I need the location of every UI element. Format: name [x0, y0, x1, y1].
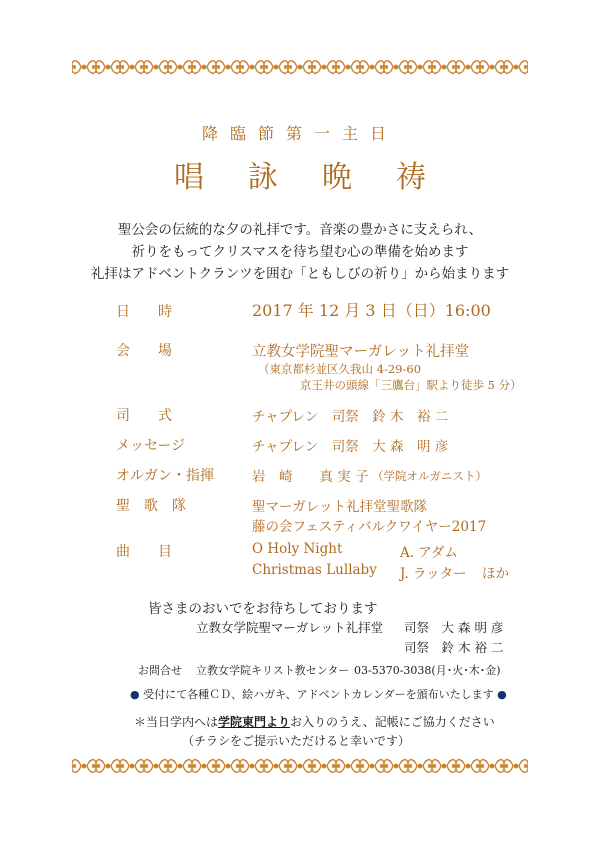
reception-notice: 受付にて各種ＣＤ、絵ハガキ、アドベントカレンダーを頒布いたします: [143, 688, 494, 701]
message-label: メッセージ: [116, 438, 186, 454]
ornament-motif: [168, 61, 192, 74]
ornament-motif: [336, 760, 360, 773]
ornament-motif: [480, 61, 504, 74]
ornament-motif: [216, 760, 240, 773]
ornament-motif: [408, 760, 432, 773]
ornament-motif: [192, 61, 216, 74]
organ-label: オルガン・指揮: [116, 468, 214, 484]
closing-priest-1: 司祭 大 森 明 彦: [404, 620, 504, 635]
song-composer: A. アダム: [400, 545, 458, 561]
service-title: 唱詠晩祷: [174, 160, 470, 195]
gate-notice-prefix: ＊当日学内へは: [134, 715, 219, 729]
ornament-motif: [96, 61, 120, 74]
venue-address: （東京都杉並区久我山 4-29-60: [258, 362, 422, 376]
ornament-motif: [72, 61, 96, 74]
ornament-motif: [120, 61, 144, 74]
ornament-motif: [408, 61, 432, 74]
ornament-motif: [264, 760, 288, 773]
gate-notice-emphasis: 学院東門より: [218, 715, 291, 729]
ornament-motif: [312, 61, 336, 74]
welcome-text: 皆さまのおいでをお待ちしております: [148, 601, 378, 617]
venue-value: 立教女学院聖マーガレット礼拝堂: [252, 344, 470, 360]
ornament-motif: [192, 760, 216, 773]
ornament-motif: [432, 760, 456, 773]
contact-label: お問合せ: [138, 664, 182, 677]
choir-label: 聖 歌 隊: [116, 498, 186, 514]
intro-line-3: 礼拝はアドベントクランツを囲む「ともしびの祈り」から始まります: [90, 266, 510, 282]
bottom-ornament: [72, 755, 528, 777]
closing-organization: 立教女学院聖マーガレット礼拝堂: [196, 620, 384, 635]
service-subtitle: 降臨節第一主日: [201, 124, 398, 143]
ornament-motif: [288, 760, 312, 773]
ornament-motif: [312, 760, 336, 773]
bullet-icon: ●: [130, 688, 140, 701]
reception-notice-line: [130, 686, 507, 702]
song-composer: J. ラッター: [400, 566, 467, 582]
organ-note: （学院オルガニスト）: [372, 469, 487, 483]
ornament-motif: [432, 61, 456, 74]
ornament-motif: [360, 760, 384, 773]
ornament-motif: [504, 760, 528, 773]
ornament-motif: [264, 61, 288, 74]
ornament-motif: [384, 760, 408, 773]
gate-notice: [134, 713, 495, 730]
contact-phone: 03-5370-3038(月･火･木･金): [354, 664, 501, 677]
gate-notice-suffix: お入りのうえ、記帳にご協力ください: [290, 715, 495, 729]
intro-line-2: 祈りをもってクリスマスを待ち望む心の準備を始めます: [131, 244, 469, 260]
bullet-icon: ●: [497, 688, 507, 701]
song-extra: ほか: [482, 566, 509, 582]
ornament-motif: [384, 61, 408, 74]
venue-access: 京王井の頭線「三鷹台」駅より徒歩 5 分）: [300, 378, 522, 392]
ornament-motif: [96, 760, 120, 773]
message-value: チャプレン 司祭 大 森 明 彦: [252, 439, 449, 455]
date-value: 2017 年 12 月 3 日（日）16:00: [252, 301, 491, 320]
officiant-label: 司 式: [116, 408, 172, 424]
ornament-motif: [72, 760, 96, 773]
song-title: O Holy Night: [252, 541, 343, 557]
ornament-motif: [336, 61, 360, 74]
flyer-notice: （チラシをご提示いただけると幸いです）: [182, 734, 411, 748]
ornament-motif: [216, 61, 240, 74]
ornament-motif: [144, 61, 168, 74]
ornament-motif: [504, 61, 528, 74]
organ-value: 岩 崎 真 実 子: [252, 469, 369, 485]
contact-organization: 立教女学院キリスト教センター: [196, 664, 350, 677]
ornament-motif: [480, 760, 504, 773]
choir-value-1: 聖マーガレット礼拝堂聖歌隊: [252, 499, 428, 515]
songs-label: 曲 目: [116, 544, 172, 560]
intro-line-1: 聖公会の伝統的な夕の礼拝です。音楽の豊かさに支えられ、: [117, 222, 483, 238]
venue-label: 会 場: [116, 343, 172, 359]
ornament-motif: [360, 61, 384, 74]
ornament-motif: [120, 760, 144, 773]
choir-value-2: 藤の会フェスティバルクワイヤー2017: [252, 519, 487, 535]
ornament-motif: [168, 760, 192, 773]
officiant-value: チャプレン 司祭 鈴 木 裕 二: [252, 409, 449, 425]
ornament-motif: [288, 61, 312, 74]
ornament-motif: [456, 760, 480, 773]
ornament-motif: [456, 61, 480, 74]
ornament-motif: [144, 760, 168, 773]
date-label: 日 時: [116, 304, 172, 320]
closing-priest-2: 司祭 鈴 木 裕 二: [404, 640, 504, 655]
song-title: Christmas Lullaby: [252, 562, 377, 578]
top-ornament: [72, 56, 528, 78]
ornament-motif: [240, 61, 264, 74]
ornament-motif: [240, 760, 264, 773]
